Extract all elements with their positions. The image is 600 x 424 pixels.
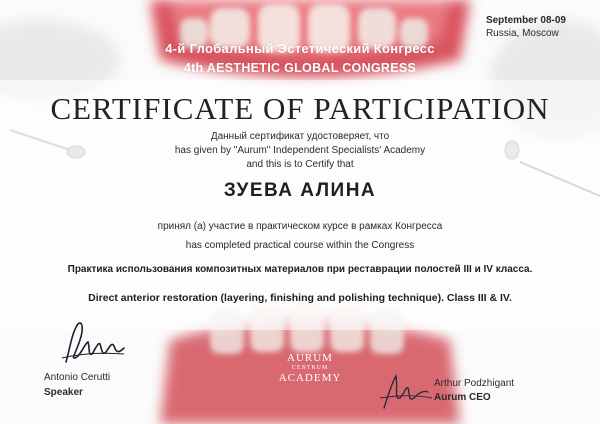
participation-en: has completed practical course within the Congress <box>185 240 415 251</box>
logo-word-aurum: AURUM <box>287 352 333 364</box>
ceo-role: Aurum CEO <box>434 392 491 403</box>
congress-title-ru: 4-й Глобальный Эстетический Конгресс <box>165 41 435 56</box>
ceo-signature <box>378 368 434 414</box>
logo-word-academy: ACADEMY <box>278 372 342 384</box>
issuer-en: has given by "Aurum" Independent Specialists' Academy <box>174 145 426 156</box>
congress-title-en: 4th AESTHETIC GLOBAL CONGRESS <box>183 61 417 75</box>
event-location: Russia, Moscow <box>485 28 559 39</box>
aurum-academy-logo <box>270 340 350 424</box>
recipient-name: ЗУЕВА АЛИНА <box>223 180 377 201</box>
event-date-location <box>486 14 566 40</box>
speaker-block <box>44 372 110 398</box>
ceo-block <box>434 378 514 403</box>
certify-en: and this is to Certify that <box>246 159 354 170</box>
speaker-signature <box>58 318 128 366</box>
event-date: September 08-09 <box>485 15 566 26</box>
logo-word-centrum: CENTRUM <box>291 365 329 371</box>
course-title-en: Direct anterior restoration (layering, finishing and polishing technique). Class III & IV. <box>88 292 512 304</box>
course-title-ru: Практика использования композитных материалов при реставрации полостей III и IV класса. <box>67 264 533 275</box>
intro-ru: Данный сертификат удостоверяет, что <box>210 131 390 142</box>
speaker-role: Speaker <box>44 387 83 398</box>
certificate-title: CERTIFICATE OF PARTICIPATION <box>50 91 550 126</box>
ceo-name: Arthur Podzhigant <box>434 378 515 389</box>
participation-ru: принял (а) участие в практическом курсе в рамках Конгресса <box>157 221 443 232</box>
speaker-name: Antonio Cerutti <box>44 372 111 383</box>
